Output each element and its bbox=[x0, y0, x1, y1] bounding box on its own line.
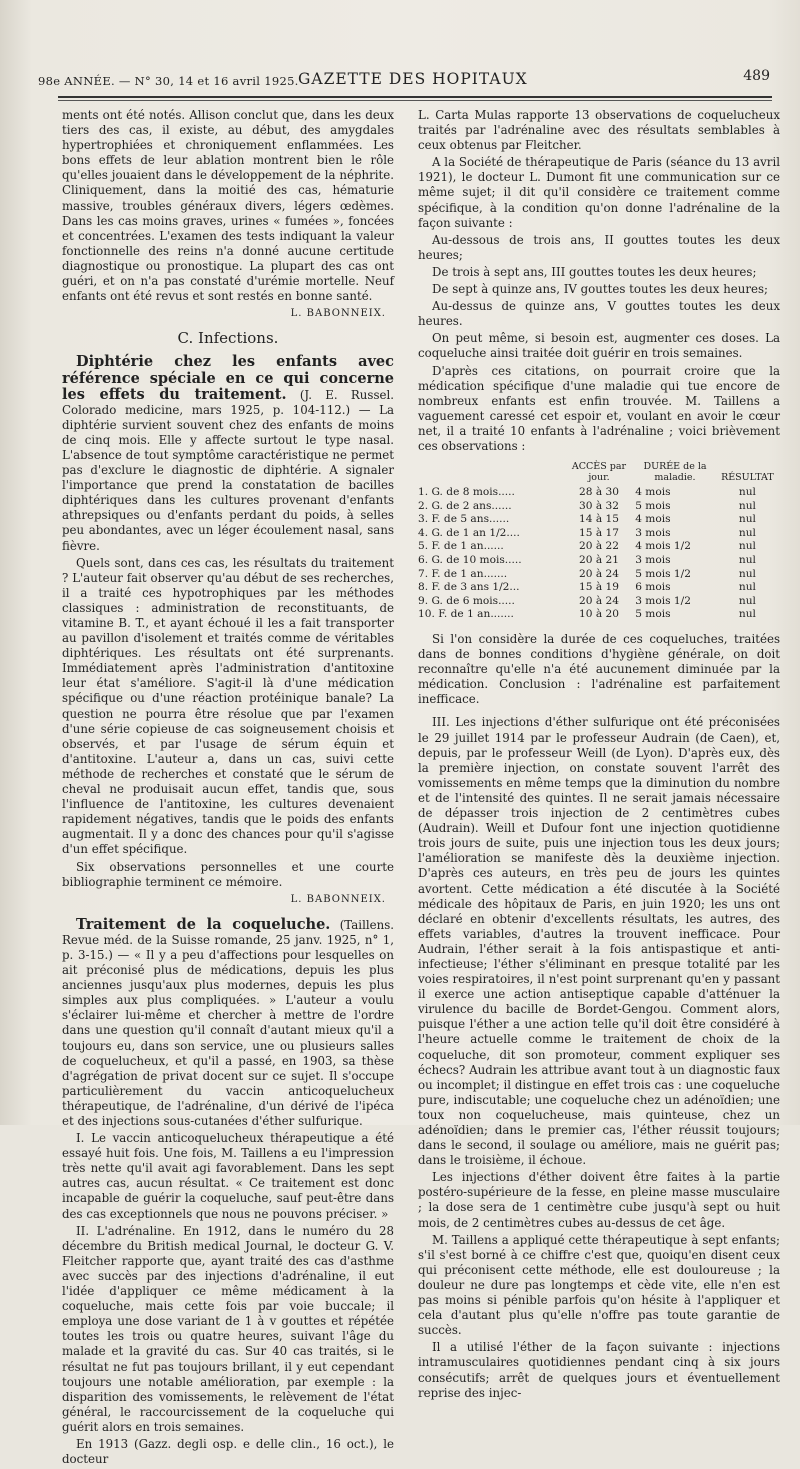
table-cell: 5 mois bbox=[635, 608, 671, 621]
table-cell: 20 à 24 bbox=[578, 594, 619, 607]
dose-line: De trois à sept ans, III gouttes toutes les deux heures; bbox=[432, 264, 757, 279]
article-reference: (J. E. Russel. Colorado medicine, mars 1925, p. 104-112.) — La diphtérie survient souvent chez des enfants de moins de cinq mois. Elle y affecte surtout le type nasal. L'absence de tout symptôme caractéristique ne permet pas d'exclure le diagnostic de diphtérie. A signaler l'importance que prend la constatation de bacilles diphtériques dans les cultures provenant d'enfants athrepsiques ou d'enfants perdant du poids, à selles peu abondantes, avec un léger écoulement nasal, sans fièvre. bbox=[62, 387, 394, 553]
article-title: Traitement de la coqueluche. bbox=[76, 915, 331, 933]
table-cell: 6. G. de 10 mois..... bbox=[418, 554, 522, 567]
table-cell: 20 à 22 bbox=[578, 540, 619, 553]
table-cell: 5 mois bbox=[635, 499, 671, 512]
table-cell: nul bbox=[738, 554, 756, 567]
table-cell: nul bbox=[738, 581, 756, 594]
dose-line: Au-dessus de quinze ans, V gouttes toutes les deux heures. bbox=[418, 299, 780, 329]
paragraph: Si l'on considère la durée de ces coqueluches, traitées dans de bonnes conditions d'hygiène générale, on doit reconnaître qu'elle n'a été aucunement diminuée par la médication. Conclusion : l'adrénaline est parfaitement inefficace. bbox=[418, 632, 780, 707]
table-row bbox=[418, 554, 780, 568]
table-cell: 10 à 20 bbox=[578, 608, 619, 621]
paragraph: Les injections d'éther doivent être faites à la partie postéro-supérieure de la fesse, en pleine masse musculaire ; la dose sera de 1 centimètre cube jusqu'à sept ou huit mois, de 2 centimètres cubes au-dessus de cet âge. bbox=[418, 1170, 780, 1230]
table-cell: 20 à 24 bbox=[578, 567, 619, 580]
table-cell: 5 mois 1/2 bbox=[635, 567, 691, 580]
table-cell: nul bbox=[738, 486, 756, 499]
table-cell: 4 mois 1/2 bbox=[635, 540, 691, 553]
table-cell: 3. F. de 5 ans...... bbox=[418, 513, 510, 526]
table-row bbox=[418, 513, 780, 527]
column-header: ACCÈS par jour. bbox=[571, 461, 627, 484]
table-row bbox=[418, 486, 780, 500]
table-cell: 2. G. de 2 ans...... bbox=[418, 499, 512, 512]
table-row bbox=[418, 500, 780, 514]
article-reference: (Taillens. Revue méd. de la Suisse romande, 25 janv. 1925, n° 1, p. 3-15.) — « Il y a peu d'affections pour lesquelles on ait préconisé plus de médications, depuis les plus anciennes jusqu'aux plus modernes, depuis les plus simples aux plus compliquées. » L'auteur a voulu s'éclairer lui-même et chercher à mettre de l'ordre dans une question qu'il connaît d'autant mieux qu'il a toujours eu, dans son service, une ou plusieurs salles de coquelucheux, et qu'il a passé, en 1903, sa thèse d'agrégation de privat docent sur ce sujet. Il s'occupe particulièrement du vaccin anticoquelucheux thérapeutique, de l'adrénaline, d'un dérivé de l'ipéca et des injections sous-cutanées d'éther sulfurique. bbox=[62, 917, 394, 1128]
table-cell: 5. F. de 1 an...... bbox=[418, 540, 504, 553]
article-diphtheria bbox=[62, 354, 394, 553]
paragraph: On peut même, si besoin est, augmenter ces doses. La coqueluche ainsi traitée doit guérir en trois semaines. bbox=[418, 331, 780, 361]
left-column bbox=[62, 108, 394, 1469]
table-cell: 6 mois bbox=[635, 581, 671, 594]
table-cell: 28 à 30 bbox=[578, 486, 619, 499]
table-cell: nul bbox=[738, 540, 756, 553]
page-number: 489 bbox=[743, 68, 770, 84]
dose-line: Au-dessous de trois ans, II gouttes toutes les deux heures; bbox=[418, 232, 780, 262]
paragraph: II. L'adrénaline. En 1912, dans le numéro du 28 décembre du British medical Journal, le docteur G. V. Fleitcher rapporte que, ayant traité des cas d'asthme avec succès par des injections d'adrénaline, il eut l'idée d'appliquer ce même médicament à la coqueluche, mais cette fois par voie buccale; il employa une dose variant de 1 à v gouttes et répétée toutes les trois ou quatre heures, suivant l'âge du malade et la gravité du cas. Sur 40 cas traités, si le résultat ne fut pas toujours brillant, il y eut cependant toujours une notable amélioration, par exemple : la disparition des vomissements, le relèvement de l'état général, le raccourcissement de la coqueluche qui guérit alors en trois semaines. bbox=[62, 1223, 394, 1434]
paragraph: D'après ces citations, on pourrait croire que la médication spécifique d'une maladie qui tue encore de nombreux enfants est enfin trouvée. M. Taillens a vaguement caressé cet espoir et, voulant en avoir le cœur net, il a traité 10 enfants à l'adrénaline ; voici brièvement ces observations : bbox=[418, 363, 780, 453]
paragraph: A la Société de thérapeutique de Paris (séance du 13 avril 1921), le docteur L. Dumont fit une communication sur ce même sujet; il dit qu'il considère ce traitement comme spécifique, à la condition qu'on donne l'adrénaline de la façon suivante : bbox=[418, 155, 780, 230]
table-row bbox=[418, 540, 780, 554]
right-column bbox=[418, 108, 780, 1403]
observations-table bbox=[418, 460, 780, 622]
table-row bbox=[418, 568, 780, 582]
table-cell: nul bbox=[738, 526, 756, 539]
paragraph: I. Le vaccin anticoquelucheux thérapeutique a été essayé huit fois. Une fois, M. Taillens a eu l'impression très nette qu'il avait agi favorablement. Dans les sept autres cas, aucun résultat. « Ce traitement est donc incapable de guérir la coqueluche, sauf peut-être dans des cas exceptionnels que nous ne pouvons préciser. » bbox=[62, 1131, 394, 1221]
table-row bbox=[418, 608, 780, 622]
table-cell: 9. G. de 6 mois..... bbox=[418, 594, 515, 607]
paragraph: ments ont été notés. Allison conclut que, dans les deux tiers des cas, il existe, au début, des amygdales hypertrophiées et chroniquement enflammées. Les bons effets de leur ablation montrent bien le rôle qu'elles jouaient dans le développement de la néphrite. Cliniquement, dans la moitié des cas, hématurie massive, troubles généraux divers, légers œdèmes. Dans les cas moins graves, urines « fumées », foncées et concentrées. L'examen des tests indiquant la valeur fonctionnelle des reins n'a donné aucune certitude diagnostique ou pronostique. La plupart des cas ont guéri, et on n'a pas constaté d'urémie mortelle. Neuf enfants ont été revus et sont restés en bonne santé. bbox=[62, 108, 394, 304]
table-cell: 14 à 15 bbox=[578, 513, 619, 526]
table-cell: 15 à 17 bbox=[578, 526, 619, 539]
article-whooping-cough bbox=[62, 917, 394, 1129]
table-cell: 20 à 21 bbox=[578, 554, 619, 567]
paragraph: Il a utilisé l'éther de la façon suivante : injections intramusculaires quotidiennes pendant cinq à six jours consécutifs; arrêt de quelques jours et éventuellement reprise des injec- bbox=[418, 1340, 780, 1400]
table-cell: nul bbox=[738, 567, 756, 580]
table-cell: 7. F. de 1 an....... bbox=[418, 567, 508, 580]
header-rule bbox=[58, 96, 772, 98]
paragraph: III. Les injections d'éther sulfurique ont été préconisées le 29 juillet 1914 par le professeur Audrain (de Caen), et, depuis, par le professeur Weill (de Lyon). D'après eux, dès la première injection, on constate souvent l'arrêt des vomissements en même temps que la diminution du nombre et de l'intensité des quintes. Il ne serait jamais nécessaire de dépasser trois injection de 2 centimètres cubes (Audrain). Weill et Dufour font une injection quotidienne trois jours de suite, puis une injection tous les deux jours; l'amélioration se manifeste dès la deuxième injection. D'après ces auteurs, en très peu de jours les quintes avortent. Cette médication a été discutée à la Société médicale des hôpitaux de Paris, en juin 1920; les uns ont déclaré en obtenir d'excellents résultats, les autres, des effets variables, d'autres la trouvent inefficace. Pour Audrain, l'éther serait à la fois antispastique et anti-infectieuse; l'éther s'éliminant en presque totalité par les voies respiratoires, il n'est point surprenant qu'en y passant il exerce une action antiseptique capable d'atténuer la virulence du bacille de Bordet-Gengou. Comment alors, puisque l'éther a une action telle qu'il doit être considéré à l'heure actuelle comme le traitement de choix de la coqueluche, dit son promoteur, comment expliquer ses échecs? Audrain les attribue avant tout à un diagnostic faux ou incomplet; il distingue en effet trois cas : une coqueluche pure, indiscutable; une coqueluche chez un adénoïdien; une toux non coquelucheuse, mais quinteuse, chez un adénoïdien; dans le premier cas, l'éther réussit toujours; dans le second, il soulage ou améliore, mais ne guérit pas; dans le troisième, il échoue. bbox=[418, 715, 780, 1168]
table-cell: nul bbox=[738, 608, 756, 621]
table-cell: nul bbox=[738, 594, 756, 607]
paragraph: Six observations personnelles et une courte bibliographie terminent ce mémoire. bbox=[62, 859, 394, 889]
dose-line: De sept à quinze ans, IV gouttes toutes les deux heures; bbox=[432, 282, 769, 297]
table-row bbox=[418, 527, 780, 541]
header-rule-thin bbox=[58, 100, 772, 101]
table-cell: 4. G. de 1 an 1/2.... bbox=[418, 526, 520, 539]
table-cell: 4 mois bbox=[635, 513, 671, 526]
table-cell: 3 mois bbox=[635, 526, 671, 539]
table-cell: 30 à 32 bbox=[578, 499, 619, 512]
column-header: RÉSULTAT bbox=[721, 472, 774, 484]
journal-title: GAZETTE DES HOPITAUX bbox=[298, 70, 528, 88]
page-header bbox=[38, 66, 770, 96]
table-cell: nul bbox=[738, 513, 756, 526]
table-cell: 3 mois bbox=[635, 554, 671, 567]
table-cell: nul bbox=[738, 499, 756, 512]
column-header bbox=[418, 460, 563, 486]
table-cell: 10. F. de 1 an....... bbox=[418, 608, 514, 621]
section-heading: C. Infections. bbox=[177, 329, 279, 348]
table-cell: 4 mois bbox=[635, 486, 671, 499]
table-row bbox=[418, 581, 780, 595]
column-header: DURÉE de la maladie. bbox=[643, 461, 707, 484]
paragraph: L. Carta Mulas rapporte 13 observations de coquelucheux traités par l'adrénaline avec des résultats semblables à ceux obtenus par Fleitcher. bbox=[418, 108, 780, 153]
article-title: Diphtérie chez les enfants avec référence spéciale en ce qui concerne les effets du traitement. bbox=[62, 353, 394, 403]
issue-line: 98e ANNÉE. — N° 30, 14 et 16 avril 1925. bbox=[38, 74, 299, 88]
paragraph: En 1913 (Gazz. degli osp. e delle clin., 16 oct.), le docteur bbox=[62, 1436, 394, 1467]
table-cell: 8. F. de 3 ans 1/2... bbox=[418, 581, 520, 594]
table-row bbox=[418, 595, 780, 609]
table-cell: 15 à 19 bbox=[578, 581, 619, 594]
table-cell: 1. G. de 8 mois..... bbox=[418, 486, 515, 499]
paragraph: Quels sont, dans ces cas, les résultats du traitement ? L'auteur fait observer qu'au début de ses recherches, il a traité ces hypotrophiques par les méthodes classiques : administration de reconstituants, de vitamine B. T., et ayant échoué il les a fait transporter au pavillon d'isolement et traités comme de véritables diphtériques. Les résultats ont été surprenants. Immédiatement après l'administration d'antitoxine leur état s'améliore. S'agit-il là d'une médication spécifique ou d'une réaction protéinique banale? La question ne pourra être résolue que par l'examen d'une série copieuse de cas soigneusement choisis et observés, et par l'usage de sérum équin et d'antitoxine. L'auteur a, dans un cas, suivi cette méthode de recherches et constaté que le sérum de cheval ne produisait aucun effet, tandis que, sous l'influence de l'antitoxine, les cultures devenaient rapidement négatives, tandis que le poids des enfants augmentait. Il y a donc des chances pour qu'il s'agisse d'un effet spécifique. bbox=[62, 555, 394, 857]
table-cell: 3 mois 1/2 bbox=[635, 594, 691, 607]
table-header-row bbox=[418, 460, 780, 486]
author-signature: L. BABONNEIX. bbox=[290, 893, 386, 905]
author-signature: L. BABONNEIX. bbox=[290, 308, 386, 320]
paragraph: M. Taillens a appliqué cette thérapeutique à sept enfants; s'il s'est borné à ce chiffre c'est que, quoiqu'en disent ceux qui préconisent cette méthode, elle est douloureuse ; la douleur ne dure pas longtemps et cède vite, elle n'en est pas moins si pénible parfois qu'on hésite à l'appliquer et cela d'autant plus qu'elle n'offre pas toute garantie de succès. bbox=[418, 1232, 780, 1338]
